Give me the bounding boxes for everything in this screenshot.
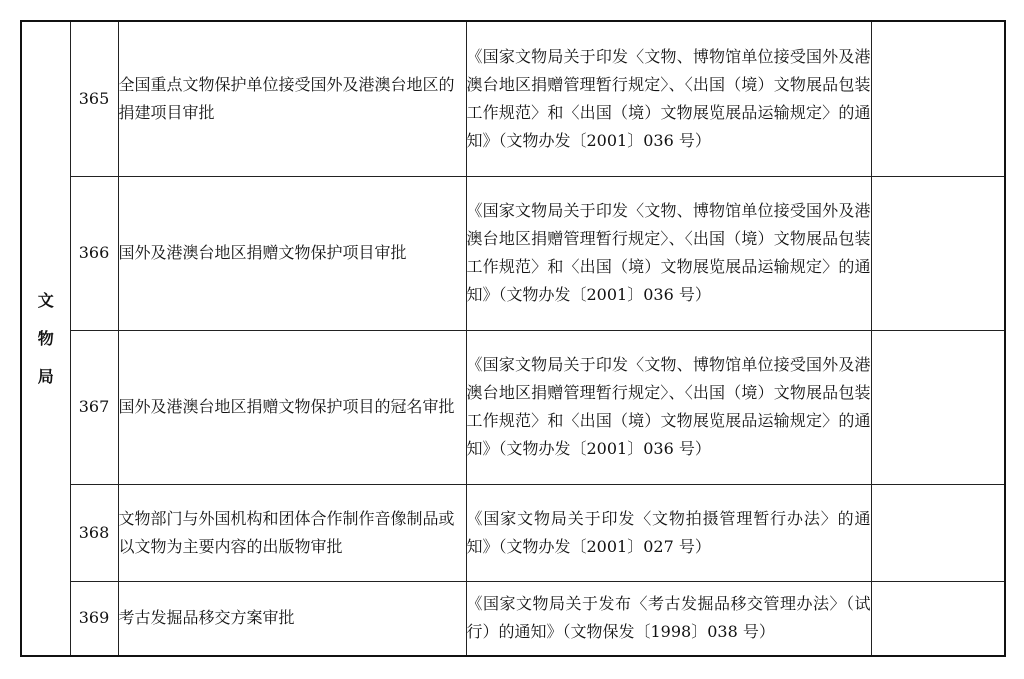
legal-basis: 《国家文物局关于印发〈文物、博物馆单位接受国外及港澳台地区捐赠管理暂行规定〉、〈出国（境）文物展品包装工作规范〉和〈出国（境）文物展览展品运输规定〉的通知》（文物办发〔2001〕036 号） xyxy=(466,176,871,330)
department-label: 文物局 xyxy=(37,290,54,386)
item-number: 369 xyxy=(70,581,118,656)
item-number: 366 xyxy=(70,176,118,330)
table-row xyxy=(21,330,1005,484)
item-name: 国外及港澳台地区捐赠文物保护项目审批 xyxy=(118,176,466,330)
item-number: 367 xyxy=(70,330,118,484)
legal-basis: 《国家文物局关于印发〈文物、博物馆单位接受国外及港澳台地区捐赠管理暂行规定〉、〈出国（境）文物展品包装工作规范〉和〈出国（境）文物展览展品运输规定〉的通知》（文物办发〔2001〕036 号） xyxy=(466,330,871,484)
item-name: 考古发掘品移交方案审批 xyxy=(118,581,466,656)
table-row xyxy=(21,581,1005,656)
remarks-cell xyxy=(871,21,1005,176)
table-row xyxy=(21,21,1005,176)
remarks-cell xyxy=(871,581,1005,656)
item-name: 国外及港澳台地区捐赠文物保护项目的冠名审批 xyxy=(118,330,466,484)
table-row xyxy=(21,484,1005,581)
remarks-cell xyxy=(871,176,1005,330)
item-number: 368 xyxy=(70,484,118,581)
item-number: 365 xyxy=(70,21,118,176)
department-cell xyxy=(21,21,70,656)
legal-basis: 《国家文物局关于印发〈文物、博物馆单位接受国外及港澳台地区捐赠管理暂行规定〉、〈出国（境）文物展品包装工作规范〉和〈出国（境）文物展览展品运输规定〉的通知》（文物办发〔2001〕036 号） xyxy=(466,21,871,176)
approval-items-table xyxy=(20,20,1006,657)
table-row xyxy=(21,176,1005,330)
remarks-cell xyxy=(871,330,1005,484)
item-name: 文物部门与外国机构和团体合作制作音像制品或以文物为主要内容的出版物审批 xyxy=(118,484,466,581)
legal-basis: 《国家文物局关于发布〈考古发掘品移交管理办法〉（试行）的通知》（文物保发〔1998〕038 号） xyxy=(466,581,871,656)
item-name: 全国重点文物保护单位接受国外及港澳台地区的捐建项目审批 xyxy=(118,21,466,176)
remarks-cell xyxy=(871,484,1005,581)
legal-basis: 《国家文物局关于印发〈文物拍摄管理暂行办法〉的通知》（文物办发〔2001〕027 号） xyxy=(466,484,871,581)
